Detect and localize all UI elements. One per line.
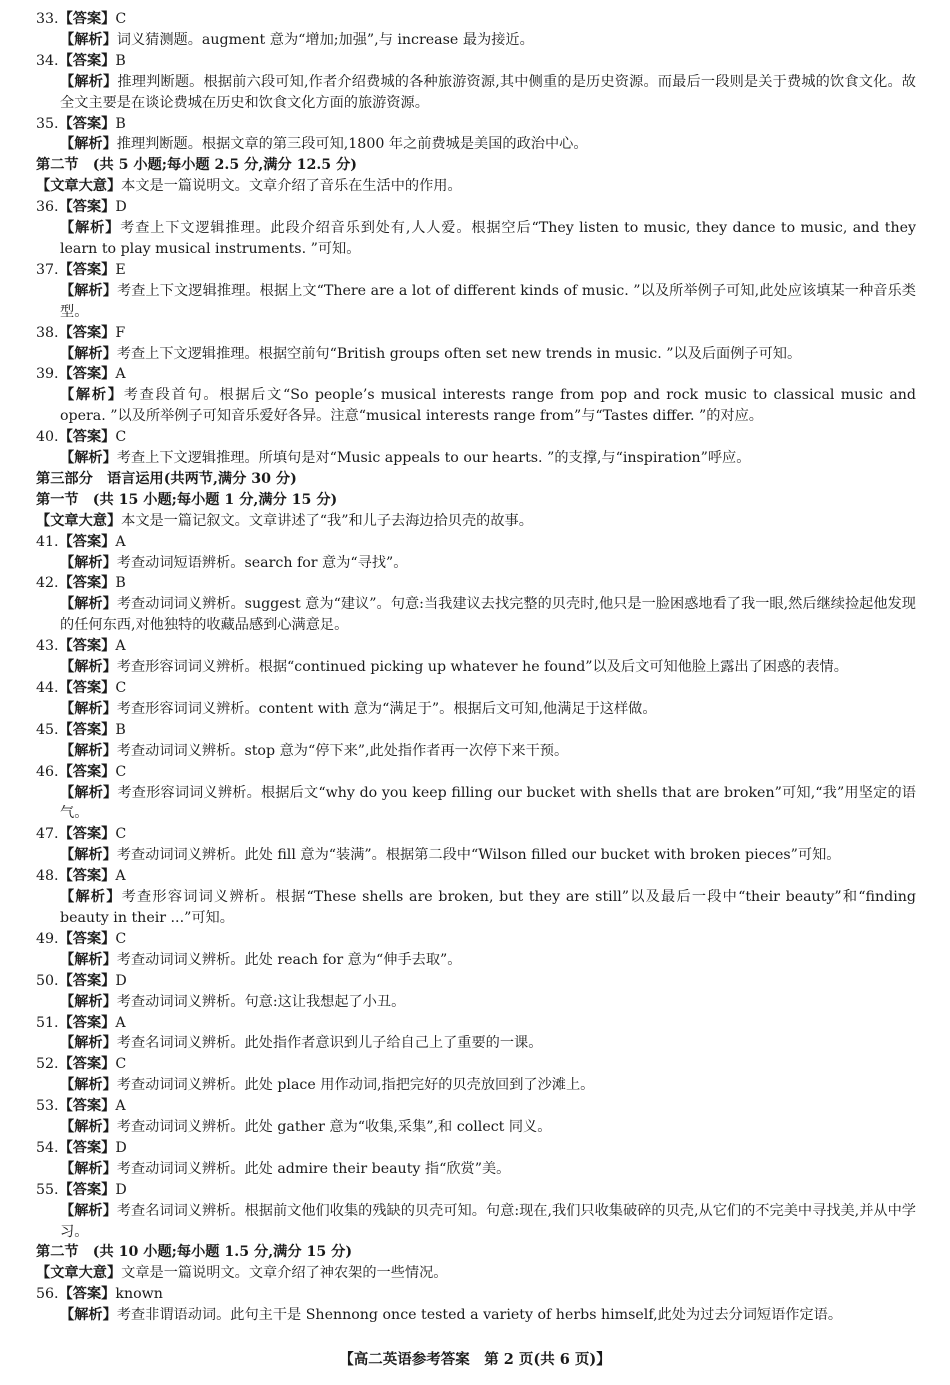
answer-value: E	[115, 261, 126, 278]
analysis-label: 【解析】	[60, 220, 121, 237]
analysis-label: 【解析】	[60, 784, 118, 801]
analysis-paragraph	[36, 1159, 916, 1180]
answer-label: 【答案】	[58, 1139, 116, 1156]
question-number: 42.	[36, 575, 59, 592]
answer-value: C	[115, 763, 127, 780]
answer-label: 【答案】	[58, 533, 116, 550]
analysis-paragraph	[36, 699, 916, 720]
analysis-text: 考查形容词词义辨析。根据“These shells are broken, but they are still”以及最后一段中“their beauty”和“finding beauty in their ...”可知。	[60, 889, 916, 926]
analysis-text: 考查非谓语动词。此句主干是 Shennong once tested a variety of herbs himself,此处为过去分词短语作定语。	[116, 1307, 843, 1324]
analysis-label: 【解析】	[60, 1202, 117, 1219]
question-number: 55.	[36, 1181, 59, 1198]
analysis-paragraph	[36, 448, 916, 469]
answer-value: C	[115, 680, 127, 696]
answer-value: D	[115, 199, 127, 216]
answer-value: F	[115, 324, 126, 341]
analysis-paragraph	[36, 950, 916, 971]
answer-line	[36, 720, 916, 741]
question-number: 36.	[36, 199, 59, 216]
answer-line	[36, 427, 916, 448]
analysis-paragraph	[36, 1075, 916, 1096]
analysis-text: 考查上下文逻辑推理。此段介绍音乐到处有,人人爱。根据空后“They listen to music, they dance to music, and they learn to play musical instruments. ”可知。	[60, 220, 916, 257]
answer-value: A	[115, 533, 126, 550]
answer-line	[36, 9, 916, 30]
question-number: 56.	[36, 1286, 59, 1303]
question-number: 33.	[36, 11, 59, 27]
summary-text: 本文是一篇记叙文。文章讲述了“我”和儿子去海边拾贝壳的故事。	[121, 512, 533, 529]
section-heading: 第二节 (共 10 小题;每小题 1.5 分,满分 15 分)	[36, 1244, 353, 1261]
answer-label: 【答案】	[58, 1014, 116, 1031]
analysis-paragraph	[36, 992, 916, 1013]
answer-line	[36, 573, 916, 594]
answer-value: B	[115, 115, 126, 132]
answer-line	[36, 1180, 916, 1201]
analysis-text: 考查上下文逻辑推理。所填句是对“Music appeals to our hearts. ”的支撑,与“inspiration”呼应。	[116, 450, 751, 467]
analysis-text: 考查动词词义辨析。此处 place 用作动词,指把完好的贝壳放回到了沙滩上。	[116, 1077, 595, 1094]
answer-value: A	[115, 638, 126, 655]
answer-label: 【答案】	[58, 575, 116, 592]
analysis-text: 考查动词词义辨析。句意:这让我想起了小丑。	[116, 993, 406, 1010]
answer-line	[36, 323, 916, 344]
answer-value: B	[115, 52, 126, 69]
analysis-paragraph	[36, 1033, 916, 1054]
analysis-label: 【解析】	[60, 742, 117, 759]
question-number: 45.	[36, 721, 59, 738]
answer-label: 【答案】	[58, 429, 116, 446]
question-number: 48.	[36, 868, 59, 885]
answer-value: B	[115, 575, 126, 592]
analysis-text: 考查形容词词义辨析。根据后文“why do you keep filling our bucket with shells that are broken”可知,“我”用坚定的语气。	[60, 784, 916, 822]
analysis-paragraph	[36, 385, 916, 427]
answer-label: 【答案】	[58, 1056, 116, 1073]
analysis-label: 【解析】	[60, 1035, 117, 1052]
answer-line	[36, 114, 916, 135]
analysis-text: 考查段首句。根据后文“So people’s musical interests range from pop and rock music to classical music and opera. ”以及所举例子可知音乐爱好各异。注意“musical interests range from”与“Tastes differ. ”的对应。	[60, 387, 916, 425]
analysis-text: 词义猜测题。augment 意为“增加;加强”,与 increase 最为接近。	[116, 31, 534, 48]
answer-label: 【答案】	[58, 930, 116, 947]
analysis-paragraph	[36, 741, 916, 762]
question-number: 34.	[36, 52, 59, 69]
answer-label: 【答案】	[58, 826, 116, 843]
answer-label: 【答案】	[58, 1181, 116, 1198]
question-number: 49.	[36, 930, 59, 947]
analysis-label: 【解析】	[60, 1119, 117, 1136]
analysis-text: 考查名词词义辨析。此处指作者意识到儿子给自己上了重要的一课。	[116, 1035, 543, 1052]
answer-value: A	[115, 868, 126, 885]
analysis-paragraph	[36, 134, 916, 155]
answer-label: 【答案】	[58, 1286, 116, 1303]
analysis-text: 考查动词词义辨析。此处 gather 意为“收集,采集”,和 collect 同义。	[116, 1119, 552, 1136]
analysis-paragraph	[36, 1201, 916, 1243]
answer-label: 【答案】	[58, 868, 116, 885]
question-number: 43.	[36, 638, 59, 655]
analysis-label: 【解析】	[60, 847, 117, 864]
analysis-label: 【解析】	[60, 345, 117, 362]
answer-value: C	[115, 11, 127, 27]
answer-line	[36, 636, 916, 657]
question-number: 54.	[36, 1139, 59, 1156]
analysis-label: 【解析】	[60, 136, 117, 153]
analysis-label: 【解析】	[60, 387, 124, 404]
question-number: 53.	[36, 1098, 59, 1115]
answer-line	[36, 532, 916, 553]
question-number: 51.	[36, 1014, 59, 1031]
question-number: 40.	[36, 429, 59, 446]
answer-value: B	[115, 721, 126, 738]
answer-value: D	[115, 972, 127, 989]
answer-value: D	[115, 1139, 127, 1156]
section-heading: 第二节 (共 5 小题;每小题 2.5 分,满分 12.5 分)	[36, 157, 357, 174]
analysis-label: 【解析】	[60, 282, 118, 299]
analysis-text: 推理判断题。根据前六段可知,作者介绍费城的各种旅游资源,其中侧重的是历史资源。而最后一段则是关于费城的饮食文化。故全文主要是在谈论费城在历史和饮食文化方面的旅游资源。	[60, 73, 916, 111]
answer-line	[36, 51, 916, 72]
question-number: 44.	[36, 680, 59, 696]
analysis-label: 【解析】	[60, 889, 122, 906]
answer-label: 【答案】	[58, 972, 116, 989]
answer-line	[36, 197, 916, 218]
answer-label: 【答案】	[58, 366, 116, 383]
analysis-text: 考查动词词义辨析。suggest 意为“建议”。句意:当我建议去找完整的贝壳时,他只是一脸困惑地看了我一眼,然后继续捡起他发现的任何东西,对他独特的收藏品感到心满意足。	[60, 596, 916, 634]
analysis-paragraph	[36, 344, 916, 365]
answer-label: 【答案】	[58, 52, 116, 69]
analysis-paragraph	[36, 657, 916, 678]
answer-value: C	[115, 429, 127, 446]
answer-label: 【答案】	[58, 763, 116, 780]
article-summary	[36, 1263, 916, 1284]
answer-label: 【答案】	[58, 115, 116, 132]
answer-value: A	[115, 1098, 126, 1115]
answer-line	[36, 1054, 916, 1075]
analysis-text: 考查上下文逻辑推理。根据上文“There are a lot of different kinds of music. ”以及所举例子可知,此处应该填某一种音乐类型。	[60, 282, 916, 320]
analysis-text: 推理判断题。根据文章的第三段可知,1800 年之前费城是美国的政治中心。	[116, 136, 588, 153]
analysis-label: 【解析】	[60, 951, 117, 968]
summary-label: 【文章大意】	[36, 512, 122, 529]
analysis-paragraph	[36, 887, 916, 929]
analysis-text: 考查上下文逻辑推理。根据空前句“British groups often set new trends in music. ”以及后面例子可知。	[116, 345, 802, 362]
analysis-text: 考查形容词词义辨析。content with 意为“满足于”。根据后文可知,他满足于这样做。	[116, 700, 657, 717]
analysis-paragraph	[36, 594, 916, 636]
analysis-text: 考查名词词义辨析。根据前文他们收集的残缺的贝壳可知。句意:现在,我们只收集破碎的贝壳,从它们的不完美中寻找美,并从中学习。	[60, 1202, 916, 1240]
analysis-paragraph	[36, 1305, 916, 1326]
analysis-label: 【解析】	[60, 73, 118, 90]
analysis-label: 【解析】	[60, 993, 117, 1010]
analysis-label: 【解析】	[60, 554, 117, 571]
answer-label: 【答案】	[58, 638, 116, 655]
analysis-text: 考查动词词义辨析。此处 admire their beauty 指“欣赏”美。	[116, 1160, 511, 1177]
summary-text: 本文是一篇说明文。文章介绍了音乐在生活中的作用。	[121, 178, 462, 195]
answer-line	[36, 824, 916, 845]
answer-value: C	[115, 826, 127, 843]
analysis-paragraph	[36, 845, 916, 866]
analysis-text: 考查动词短语辨析。search for 意为“寻找”。	[116, 554, 408, 571]
answer-value: A	[115, 1014, 126, 1031]
answer-label: 【答案】	[58, 11, 116, 27]
answer-line	[36, 678, 916, 699]
answer-label: 【答案】	[58, 324, 116, 341]
section-heading: 第一节 (共 15 小题;每小题 1 分,满分 15 分)	[36, 491, 338, 508]
analysis-paragraph	[36, 30, 916, 51]
analysis-label: 【解析】	[60, 596, 117, 613]
answer-document	[36, 9, 916, 1326]
analysis-paragraph	[36, 553, 916, 574]
section-heading: 第三部分 语言运用(共两节,满分 30 分)	[36, 470, 297, 487]
analysis-text: 考查形容词词义辨析。根据“continued picking up whatever he found”以及后文可知他脸上露出了困惑的表情。	[116, 659, 848, 676]
answer-label: 【答案】	[58, 199, 116, 216]
analysis-paragraph	[36, 281, 916, 323]
answer-line	[36, 1096, 916, 1117]
analysis-label: 【解析】	[60, 700, 117, 717]
answer-label: 【答案】	[58, 261, 116, 278]
answer-value: C	[115, 1056, 127, 1073]
summary-label: 【文章大意】	[36, 178, 122, 195]
answer-line	[36, 971, 916, 992]
summary-text: 文章是一篇说明文。文章介绍了神农架的一些情况。	[121, 1265, 448, 1282]
analysis-text: 考查动词词义辨析。此处 fill 意为“装满”。根据第二段中“Wilson filled our bucket with broken pieces”可知。	[116, 847, 841, 864]
question-number: 47.	[36, 826, 59, 843]
analysis-label: 【解析】	[60, 31, 117, 48]
question-number: 38.	[36, 324, 59, 341]
question-number: 46.	[36, 763, 59, 780]
answer-label: 【答案】	[58, 721, 116, 738]
analysis-label: 【解析】	[60, 1160, 117, 1177]
answer-line	[36, 260, 916, 281]
answer-value: A	[115, 366, 126, 383]
page-footer: 【高二英语参考答案 第 2 页(共 6 页)】	[339, 1351, 611, 1368]
question-number: 35.	[36, 115, 59, 132]
analysis-text: 考查动词词义辨析。此处 reach for 意为“伸手去取”。	[116, 951, 462, 968]
analysis-label: 【解析】	[60, 1307, 117, 1324]
question-number: 41.	[36, 533, 59, 550]
analysis-label: 【解析】	[60, 659, 117, 676]
summary-label: 【文章大意】	[36, 1265, 122, 1282]
answer-value: known	[115, 1286, 163, 1303]
answer-label: 【答案】	[58, 1098, 116, 1115]
question-number: 52.	[36, 1056, 59, 1073]
answer-line	[36, 1138, 916, 1159]
answer-line	[36, 866, 916, 887]
answer-line	[36, 364, 916, 385]
analysis-text: 考查动词词义辨析。stop 意为“停下来”,此处指作者再一次停下来干预。	[116, 742, 569, 759]
question-number: 39.	[36, 366, 59, 383]
analysis-paragraph	[36, 1117, 916, 1138]
answer-line	[36, 762, 916, 783]
analysis-paragraph	[36, 218, 916, 260]
answer-line	[36, 929, 916, 950]
answer-line	[36, 1284, 916, 1305]
article-summary	[36, 176, 916, 197]
question-number: 37.	[36, 261, 59, 278]
analysis-paragraph	[36, 72, 916, 114]
article-summary	[36, 511, 916, 532]
analysis-label: 【解析】	[60, 450, 117, 467]
answer-value: D	[115, 1181, 127, 1198]
analysis-label: 【解析】	[60, 1077, 117, 1094]
answer-line	[36, 1013, 916, 1034]
answer-label: 【答案】	[58, 680, 116, 696]
question-number: 50.	[36, 972, 59, 989]
analysis-paragraph	[36, 783, 916, 825]
answer-value: C	[115, 930, 127, 947]
